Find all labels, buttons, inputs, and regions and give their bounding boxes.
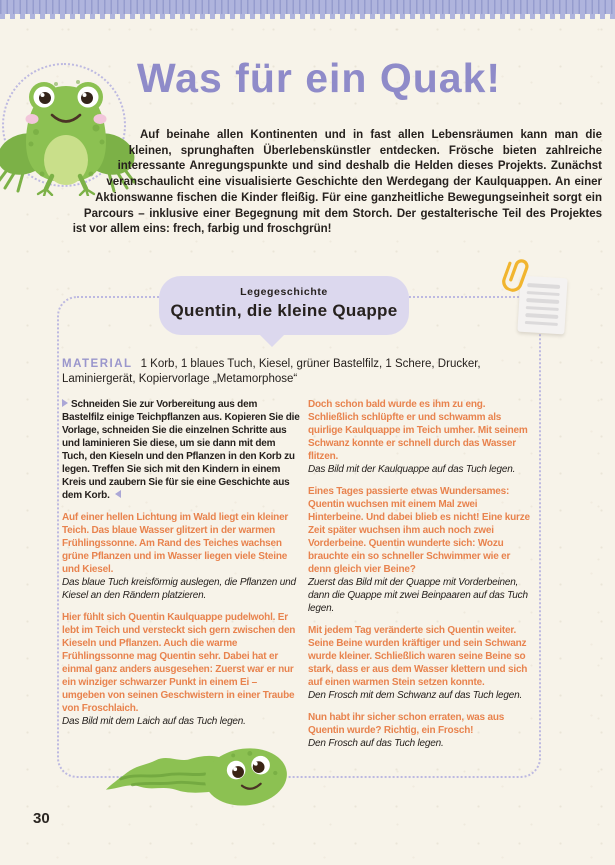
bubble-tail <box>259 334 285 347</box>
story-paragraph: Doch schon bald wurde es ihm zu eng. Schließlich schlüpfte er und schwamm als quirlige Kaulquappe im Teich umher. Mit seinem Schwanz konnte er schnell durch das Wasser flitzen. <box>308 399 528 462</box>
page-title: Was für ein Quak! <box>137 55 502 101</box>
material-text: 1 Korb, 1 blaues Tuch, Kiesel, grüner Bastelfilz, 1 Schere, Drucker, Laminiergerät, Kopiervorlage „Metamorphose“ <box>62 358 481 385</box>
story-column-left <box>62 398 300 759</box>
direction-paragraph: Den Frosch auf das Tuch legen. <box>308 738 444 749</box>
story-title: Quentin, die kleine Quappe <box>170 301 398 320</box>
story-kicker: Legegeschichte <box>240 286 328 298</box>
top-border-band <box>0 0 615 14</box>
story-column-right <box>308 398 532 759</box>
story-paragraph: Auf einer hellen Lichtung im Wald liegt ein kleiner Teich. Das blaue Wasser glitzert in der warmen Frühlingssonne. Am Rand des Teiches wachsen grüne Pflanzen und im Wasser liegen viele Steine und Kiesel. <box>62 512 289 575</box>
material-line <box>62 357 532 386</box>
direction-paragraph: Das Bild mit der Kaulquappe auf das Tuch legen. <box>308 464 516 475</box>
top-border-teeth <box>0 14 615 19</box>
arrow-right-icon <box>62 399 68 407</box>
story-columns <box>62 398 532 759</box>
instruction-paragraph: Schneiden Sie zur Vorbereitung aus dem Bastelfilz einige Teichpflanzen aus. Kopieren Sie die Vorlage, schneiden Sie die einzelnen Schritte aus und laminieren Sie diese, um sie dann mit dem Tuch, den Kieseln und den Pflanzen in den Korb zu legen. Treffen Sie sich mit den Kindern in einem Kreis und zaubern Sie für sie eine Geschichte aus dem Korb. <box>62 399 300 501</box>
story-paragraph: Eines Tages passierte etwas Wundersames: Quentin wuchsen mit einem Mal zwei Hinterbeine. Und dabei blieb es nicht! Eine kurze Zeit später wuchsen ihm auch noch zwei Vorderbeine. Quentin wunderte sich: Wozu brauchte ein so schneller Schwimmer wie er denn gleich vier Beine? <box>308 486 530 575</box>
story-title-bubble <box>159 276 409 335</box>
intro-paragraph: Auf beinahe allen Kontinenten und in fast allen Lebensräumen kann man die kleinen, sprunghaften Überlebenskünstler entdecken. Frösche bieten zahlreiche interessante Anregungspunkte und sind deshalb die Helden dieses Projekts. Zunächst veranschaulicht eine visualisierte Geschichte den Werdegang der Kaulquappen. An einer Aktionswanne fischen die Kinder fleißig. Für eine ganzheitliche Bewegungseinheit sorgt ein Parcours – inklusive einer Begegnung mit dem Storch. Der gestalterische Teil des Projektes ist vor allem eins: frech, farbig und froschgrün! <box>72 129 602 236</box>
direction-paragraph: Das Bild mit dem Laich auf das Tuch legen. <box>62 716 246 727</box>
material-label: MATERIAL <box>62 358 133 370</box>
direction-paragraph: Zuerst das Bild mit der Quappe mit Vorderbeinen, dann die Quappe mit zwei Beinpaaren auf das Tuch legen. <box>308 577 528 614</box>
direction-paragraph: Das blaue Tuch kreisförmig auslegen, die Pflanzen und Kiesel an den Rändern platzieren. <box>62 577 296 601</box>
page-number: 30 <box>33 810 50 827</box>
story-paragraph: Mit jedem Tag veränderte sich Quentin weiter. Seine Beine wurden kräftiger und sein Schwanz wurde kleiner. Schließlich waren seine Beine so stark, dass er aus dem Wasser klettern und sich auf einen warmen Stein setzen konnte. <box>308 625 528 688</box>
arrow-left-icon <box>115 490 121 498</box>
tadpole-illustration <box>103 740 289 808</box>
direction-paragraph: Den Frosch mit dem Schwanz auf das Tuch legen. <box>308 690 523 701</box>
story-paragraph: Hier fühlt sich Quentin Kaulquappe pudelwohl. Er lebt im Teich und versteckt sich gern zwischen den Kieseln und Pflanzen. Auch die warme Frühlingssonne mag Quentin sehr. Dabei hat er einmal ganz anders ausgesehen: Zuerst war er nur ein winziger schwarzer Punkt in einem Ei – umgeben von seinen Geschwistern in einer Traube von Froschlaich. <box>62 612 296 714</box>
story-paragraph: Nun habt ihr sicher schon erraten, was aus Quentin wurde? Richtig, ein Frosch! <box>308 712 505 736</box>
